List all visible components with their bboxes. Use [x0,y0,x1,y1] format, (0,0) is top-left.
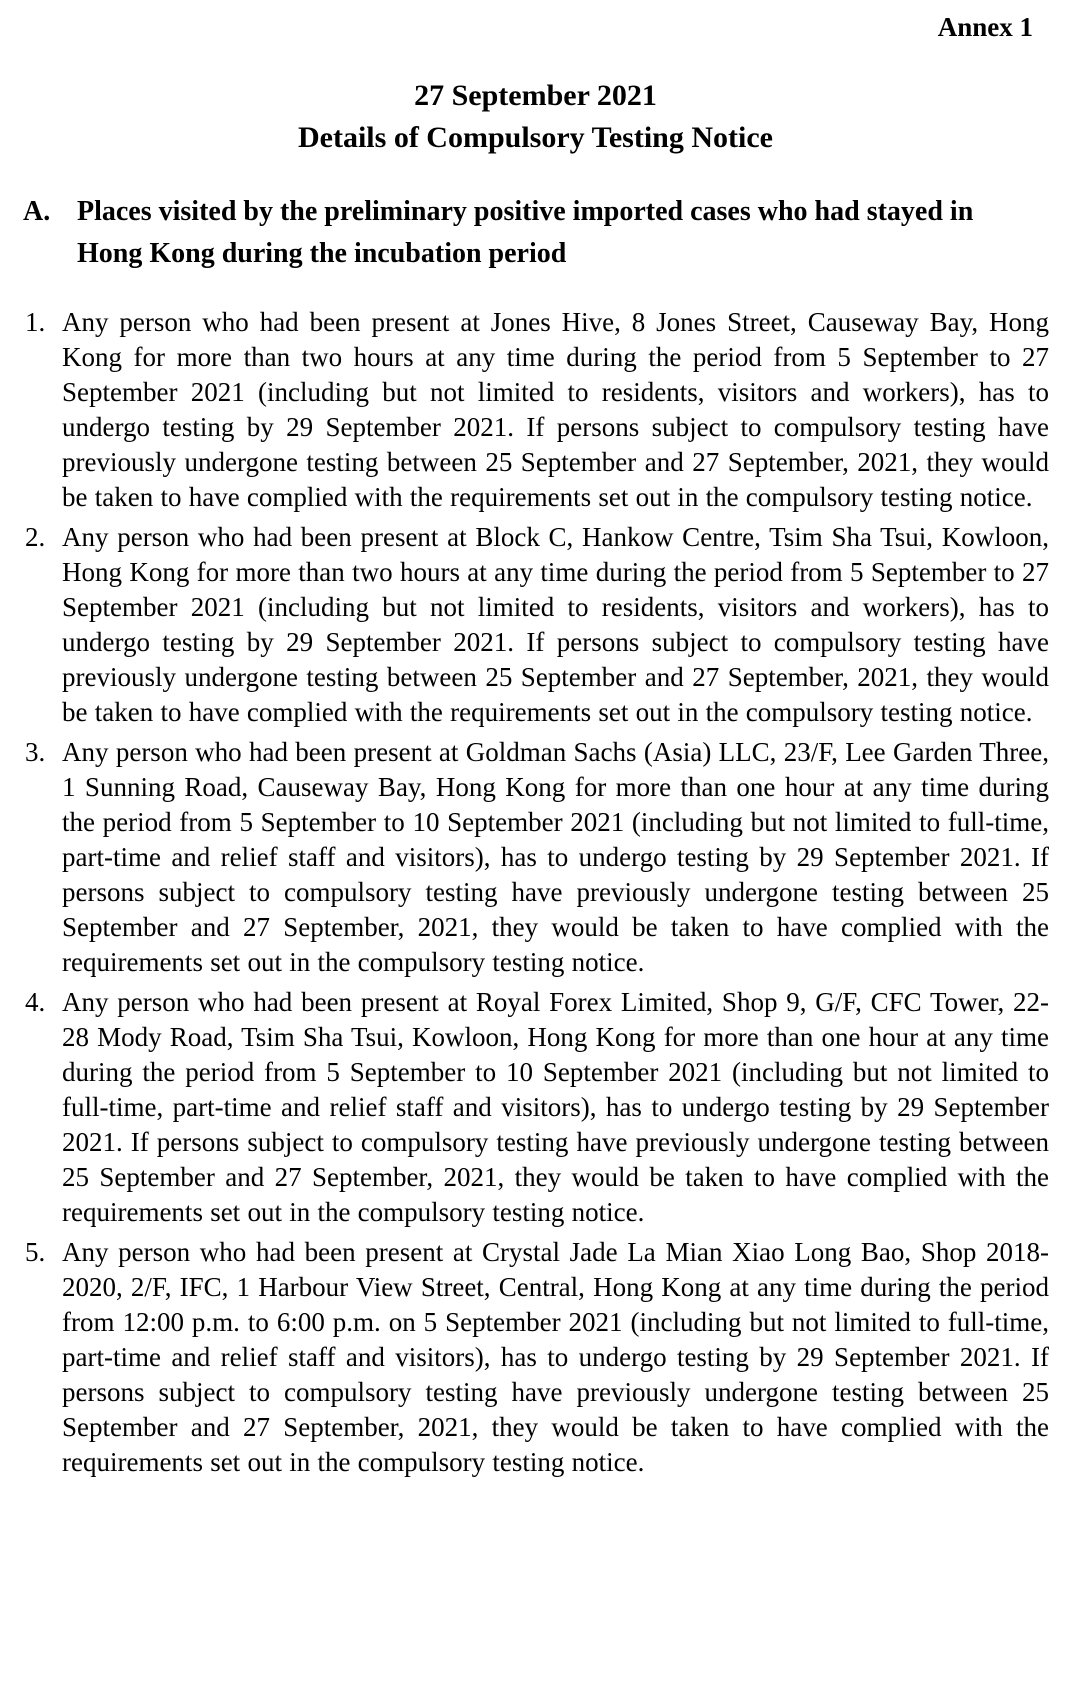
annex-label: Annex 1 [937,12,1033,42]
section-a-label: A. [23,196,51,227]
item-text: Any person who had been present at Royal Forex Limited, Shop 9, G/F, CFC Tower, 22-28 Mody Road, Tsim Sha Tsui, Kowloon, Hong Kong for more than one hour at any time during the period from 5 September to 10 September 2021 (including but not limited to full-time, part-time and relief staff and visitors), has to undergo testing by 29 September 2021. If persons subject to compulsory testing have previously undergone testing between 25 September and 27 September, 2021, they would be taken to have complied with the requirements set out in the compulsory testing notice. [62,987,1049,1227]
item-number: 4. [25,987,46,1017]
list-item [0,305,1086,515]
list-item [0,735,1086,980]
list-item [0,520,1086,730]
title-block [0,75,1086,159]
section-a-text: Places visited by the preliminary positive imported cases who had stayed in Hong Kong during the incubation period [77,196,974,269]
item-text: Any person who had been present at Goldman Sachs (Asia) LLC, 23/F, Lee Garden Three, 1 Sunning Road, Causeway Bay, Hong Kong for more than one hour at any time during the period from 5 September to 10 September 2021 (including but not limited to full-time, part-time and relief staff and visitors), has to undergo testing by 29 September 2021. If persons subject to compulsory testing have previously undergone testing between 25 September and 27 September, 2021, they would be taken to have complied with the requirements set out in the compulsory testing notice. [62,737,1049,977]
notice-list [0,305,1086,1480]
item-number: 1. [25,307,46,337]
doc-date: 27 September 2021 [414,79,657,112]
list-item [0,1235,1086,1480]
section-a-heading [0,191,1086,275]
list-item [0,985,1086,1230]
doc-title: Details of Compulsory Testing Notice [298,121,773,154]
item-number: 3. [25,737,46,767]
item-text: Any person who had been present at Crystal Jade La Mian Xiao Long Bao, Shop 2018-2020, 2/F, IFC, 1 Harbour View Street, Central, Hong Kong at any time during the period from 12:00 p.m. to 6:00 p.m. on 5 September 2021 (including but not limited to full-time, part-time and relief staff and visitors), has to undergo testing by 29 September 2021. If persons subject to compulsory testing have previously undergone testing between 25 September and 27 September, 2021, they would be taken to have complied with the requirements set out in the compulsory testing notice. [62,1237,1049,1477]
item-number: 2. [25,522,46,552]
item-text: Any person who had been present at Block C, Hankow Centre, Tsim Sha Tsui, Kowloon, Hong Kong for more than two hours at any time during the period from 5 September to 27 September 2021 (including but not limited to residents, visitors and workers), has to undergo testing by 29 September 2021. If persons subject to compulsory testing have previously undergone testing between 25 September and 27 September, 2021, they would be taken to have complied with the requirements set out in the compulsory testing notice. [62,522,1049,727]
item-number: 5. [25,1237,46,1267]
item-text: Any person who had been present at Jones Hive, 8 Jones Street, Causeway Bay, Hong Kong for more than two hours at any time during the period from 5 September to 27 September 2021 (including but not limited to residents, visitors and workers), has to undergo testing by 29 September 2021. If persons subject to compulsory testing have previously undergone testing between 25 September and 27 September, 2021, they would be taken to have complied with the requirements set out in the compulsory testing notice. [62,307,1049,512]
